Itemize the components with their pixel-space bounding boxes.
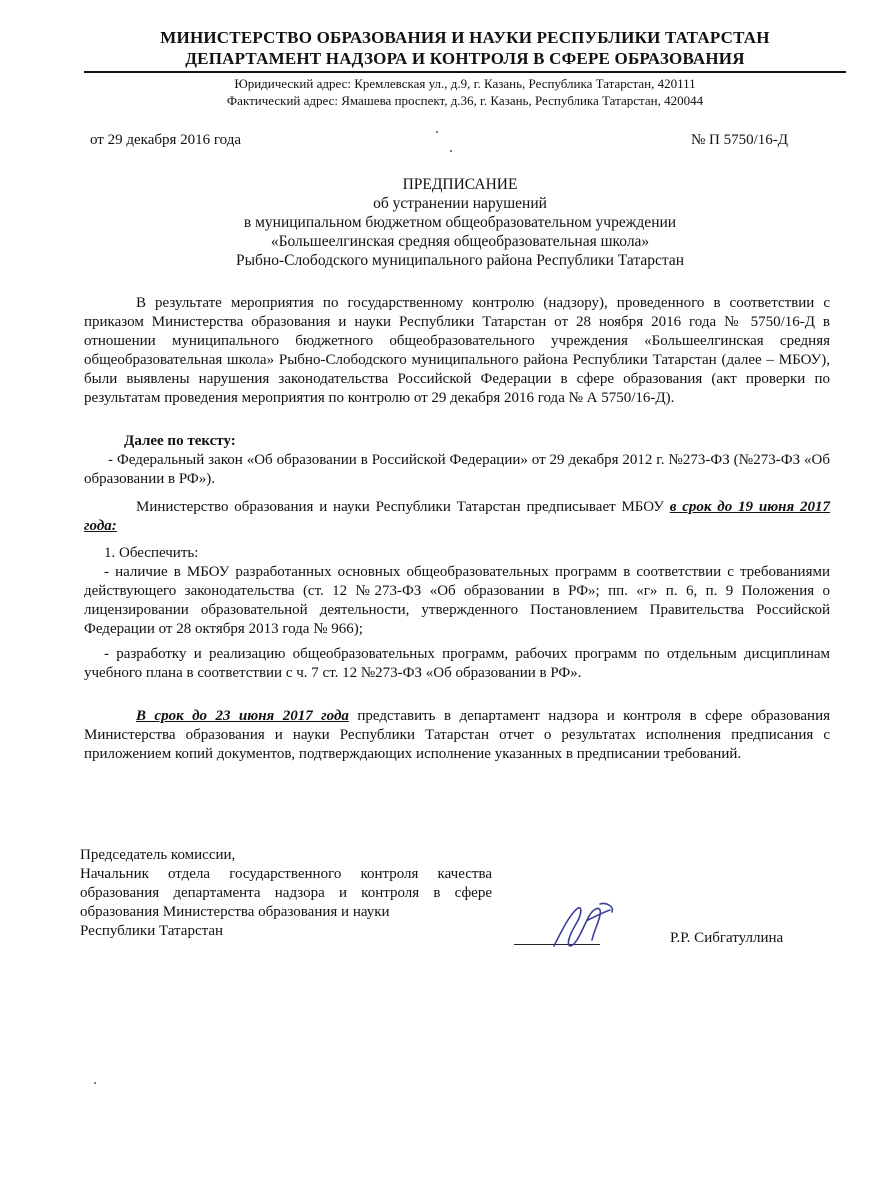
title-line: в муниципальном бюджетном общеобразовательном учреждении [243, 214, 677, 231]
title-line: Рыбно-Слободского муниципального района Республики Татарстан [235, 252, 685, 269]
scan-speck [94, 1082, 96, 1084]
bullet-item: - наличие в МБОУ разработанных основных общеобразовательных программ в соответствии с требованиями действующего законодательства (ст. 12 №273-ФЗ «Об образовании в РФ»; пп. «г» п. 6, п. 9 Положения о лицензировании образовательной деятельности, утвержденного Постановлением Правительства Российской Федерации от 28 октября 2013 года № 966); [84, 564, 830, 637]
document-title [100, 175, 820, 270]
title-line: «Большеелгинская средняя общеобразовательная школа» [270, 233, 650, 250]
scan-speck [436, 131, 438, 133]
report-text: представить в департамент надзора и контроля в сфере образования Министерства образования и науки Республики Татарстан отчет о результатах исполнения предписания с приложением копий документов, подтверждающих исполнение указанных в предписании требований. [84, 708, 831, 762]
order-deadline: в срок до 19 июня 2017 года: [84, 499, 831, 534]
list-item-1: 1. Обеспечить: [104, 545, 199, 561]
department-name: ДЕПАРТАМЕНТ НАДЗОРА И КОНТРОЛЯ В СФЕРЕ ОБРАЗОВАНИЯ [185, 49, 745, 68]
bullet-item: - разработку и реализацию общеобразовательных программ, рабочих программ по отдельным дисциплинам учебного плана в соответствии с ч. 7 ст. 12 №273-ФЗ «Об образовании в РФ». [84, 646, 830, 681]
signatory-role: Начальник отдела государственного контроля качества образования департамента надзора и контроля в сфере образования Министерства образования и науки [80, 866, 492, 920]
actual-address: Фактический адрес: Ямашева проспект, д.36, г. Казань, Республика Татарстан, 420044 [226, 93, 704, 108]
ministry-name: МИНИСТЕРСТВО ОБРАЗОВАНИЯ И НАУКИ РЕСПУБЛИКИ ТАТАРСТАН [160, 28, 770, 47]
title-line: об устранении нарушений [373, 195, 547, 212]
intro-paragraph: В результате мероприятия по государственному контролю (надзору), проведенного в соответствии с приказом Министерства образования и науки Республики Татарстан от 28 ноября 2016 года № 5750/16-Д в отношении муниципального бюджетного общеобразовательного учреждения «Большеелгинская средняя общеобразовательная школа» Рыбно-Слободского муниципального района Республики Татарстан (далее – МБОУ), были выявлены нарушения законодательства Российской Федерации в сфере образования (акт проверки по результатам проведения мероприятия по контролю от 29 декабря 2016 года № А 5750/16-Д). [84, 295, 830, 406]
signatory-title [80, 846, 492, 941]
scan-speck [450, 150, 452, 152]
order-paragraph [84, 498, 830, 536]
signatory-role: Республики Татарстан [80, 923, 224, 939]
signatory-name: Р.Р. Сибгатуллина [670, 930, 784, 946]
report-deadline: В срок до 23 июня 2017 года [136, 708, 349, 724]
order-text: Министерство образования и науки Республики Татарстан предписывает МБОУ [136, 499, 664, 515]
header-divider [84, 71, 846, 73]
legal-address: Юридический адрес: Кремлевская ул., д.9, г. Казань, Республика Татарстан, 420111 [234, 76, 696, 91]
further-heading: Далее по тексту: [124, 433, 236, 449]
document-date: от 29 декабря 2016 года [90, 132, 242, 148]
title-heading: ПРЕДПИСАНИЕ [402, 176, 518, 193]
signature-scribble [548, 900, 624, 952]
signatory-role: Председатель комиссии, [80, 847, 236, 863]
law-reference: - Федеральный закон «Об образовании в Российской Федерации» от 29 декабря 2012 г. №273-ФЗ (№273-ФЗ «Об образовании в РФ»). [84, 452, 830, 487]
document-number: № П 5750/16-Д [690, 132, 788, 148]
report-paragraph [84, 707, 830, 764]
